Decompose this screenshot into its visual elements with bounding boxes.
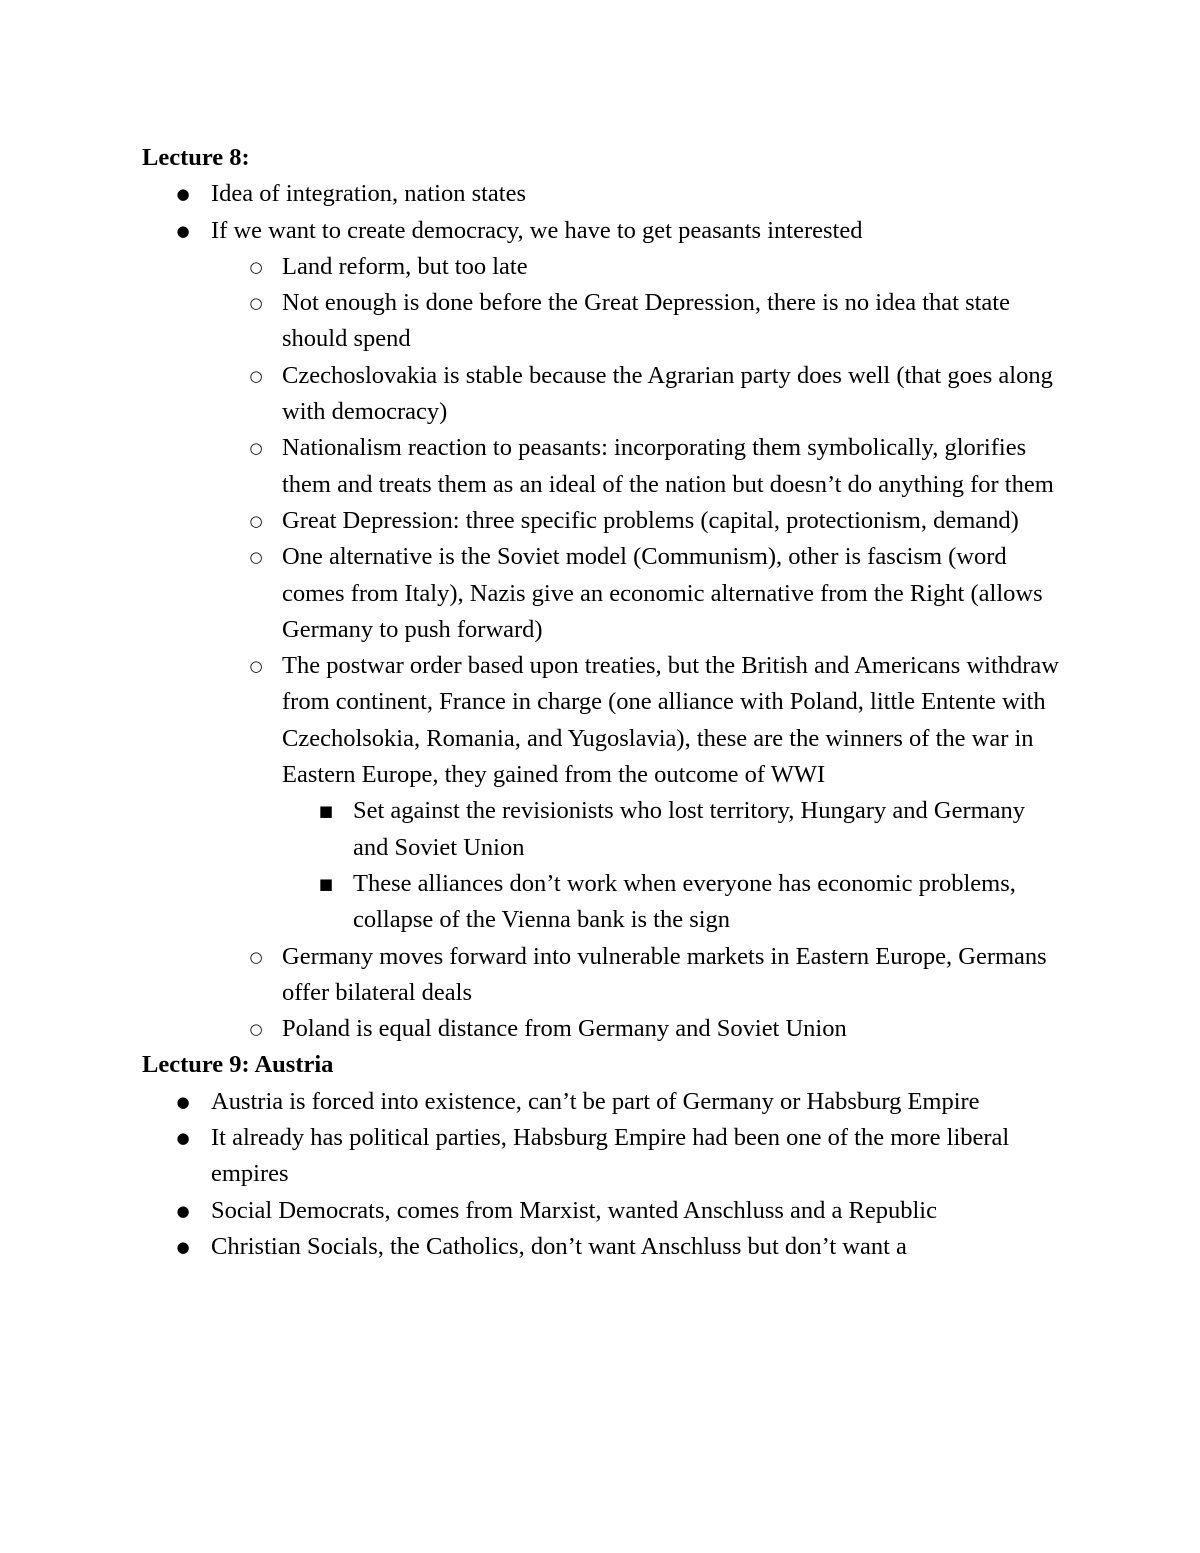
subsublist-item	[142, 793, 1062, 866]
bullet-hollow-circle-icon: ○	[249, 1020, 263, 1039]
sublist-item-text: Not enough is done before the Great Depression, there is no idea that state should spend	[282, 289, 1010, 353]
sublist-item-text: Germany moves forward into vulnerable markets in Eastern Europe, Germans offer bilateral deals	[282, 942, 1047, 1006]
list-item-text: Austria is forced into existence, can’t be part of Germany or Habsburg Empire	[211, 1087, 980, 1115]
subsublist-item-text: Set against the revisionists who lost territory, Hungary and Germany and Soviet Union	[353, 797, 1026, 861]
sublist-item	[142, 539, 1062, 648]
sublist-item	[142, 285, 1062, 358]
bullet-filled-circle-icon: ●	[176, 1129, 190, 1148]
sublist-item-text: Nationalism reaction to peasants: incorporating them symbolically, glorifies them and treats them as an ideal of the nation but doesn’t do anything for them	[282, 434, 1054, 498]
sublist-item-text: Czechoslovakia is stable because the Agrarian party does well (that goes along with democracy)	[282, 361, 1053, 426]
list-item	[142, 1120, 1062, 1193]
list-item	[142, 1229, 1062, 1265]
bullet-hollow-circle-icon: ○	[249, 294, 263, 313]
list-item	[142, 213, 1062, 249]
sublist-item	[142, 430, 1062, 503]
bullet-hollow-circle-icon: ○	[249, 439, 263, 458]
lecture-9-list	[142, 1084, 1062, 1265]
lecture-8-sublist-continued	[142, 939, 1062, 1048]
section-heading-lecture-8: Lecture 8:	[142, 144, 250, 171]
bullet-hollow-circle-icon: ○	[249, 657, 263, 676]
bullet-filled-circle-icon: ●	[176, 185, 190, 204]
sublist-item	[142, 249, 1062, 285]
sublist-item-text: Poland is equal distance from Germany and Soviet Union	[282, 1015, 847, 1043]
subsublist-item	[142, 866, 1062, 939]
subsublist-item-text: These alliances don’t work when everyone has economic problems, collapse of the Vienna bank is the sign	[353, 869, 1016, 934]
list-item-text: If we want to create democracy, we have to get peasants interested	[211, 216, 863, 244]
bullet-hollow-circle-icon: ○	[249, 366, 263, 385]
list-item-text: It already has political parties, Habsburg Empire had been one of the more liberal empires	[211, 1124, 1010, 1188]
list-item-text: Christian Socials, the Catholics, don’t want Anschluss but don’t want a	[211, 1232, 907, 1260]
document-body	[142, 140, 1062, 1265]
bullet-filled-circle-icon: ●	[176, 221, 190, 240]
sublist-item	[142, 939, 1062, 1012]
bullet-filled-circle-icon: ●	[176, 1092, 190, 1111]
lecture-8-subsublist	[142, 793, 1062, 938]
bullet-filled-square-icon: ■	[318, 874, 334, 893]
list-item-text: Idea of integration, nation states	[211, 180, 526, 208]
bullet-hollow-circle-icon: ○	[249, 257, 263, 276]
bullet-filled-circle-icon: ●	[176, 1237, 190, 1256]
list-item	[142, 1084, 1062, 1120]
section-heading-lecture-9: Lecture 9: Austria	[142, 1051, 334, 1079]
sublist-item	[142, 1011, 1062, 1047]
list-item	[142, 1193, 1062, 1229]
bullet-hollow-circle-icon: ○	[249, 947, 263, 966]
bullet-hollow-circle-icon: ○	[249, 511, 263, 530]
bullet-filled-circle-icon: ●	[176, 1201, 190, 1220]
sublist-item	[142, 503, 1062, 539]
bullet-filled-square-icon: ■	[318, 802, 334, 821]
bullet-hollow-circle-icon: ○	[249, 548, 263, 567]
list-item	[142, 176, 1062, 212]
sublist-item-text: Great Depression: three specific problems (capital, protectionism, demand)	[282, 506, 1019, 534]
sublist-item	[142, 648, 1062, 793]
sublist-item-text: The postwar order based upon treaties, but the British and Americans withdraw from continent, France in charge (one alliance with Poland, little Entente with Czecholsokia, Romania, and Yugoslavia), these are the winners of the war in Eastern Europe, they gained from the outcome of WWI	[282, 652, 1059, 789]
list-item-text: Social Democrats, comes from Marxist, wanted Anschluss and a Republic	[211, 1196, 937, 1224]
sublist-item-text: Land reform, but too late	[282, 252, 528, 280]
sublist-item	[142, 358, 1062, 431]
lecture-8-list	[142, 176, 1062, 249]
lecture-8-sublist	[142, 249, 1062, 793]
sublist-item-text: One alternative is the Soviet model (Communism), other is fascism (word comes from Italy), Nazis give an economic alternative from the Right (allows Germany to push forward)	[282, 543, 1043, 643]
